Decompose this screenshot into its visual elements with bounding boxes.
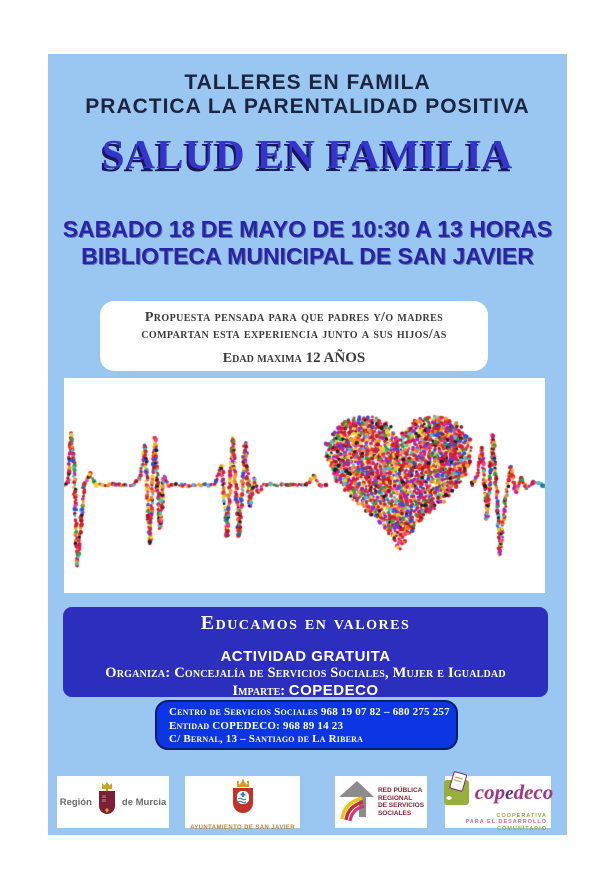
proposal-line1: Propuesta pensada para que padres y/o madres — [144, 310, 444, 325]
murcia-shield-icon — [95, 780, 119, 825]
contact-social-services-line: Centro de Servicios Sociales 968 19 07 82 – 680 275 257 — [169, 706, 450, 718]
contact-box — [155, 700, 458, 750]
contact-copedeco-line: Entidad COPEDECO: 968 89 14 23 — [169, 719, 344, 732]
values-box — [63, 607, 548, 697]
workshop-series-line1: TALLERES EN FAMILA — [184, 71, 431, 94]
schedule-block — [48, 216, 567, 270]
age-limit-line — [100, 349, 488, 367]
schedule-date: SABADO 18 DE MAYO DE 10:30 A 13 HORAS — [62, 216, 553, 242]
values-heading: Educamos en valores — [200, 612, 411, 634]
proposal-box — [100, 301, 488, 371]
san-javier-shield-icon — [225, 778, 261, 823]
copedeco-wordmark: cop e deco — [474, 779, 554, 804]
copedeco-row — [443, 772, 553, 813]
ekg-heartbeat-heart-image — [64, 378, 545, 593]
logo-red-publica — [335, 776, 427, 828]
logo-region-murcia — [57, 776, 169, 828]
murcia-label-left: Región — [59, 796, 92, 808]
workshop-series-header — [48, 71, 567, 119]
imparte-label: Imparte: — [232, 683, 289, 699]
imparte-line — [63, 682, 548, 700]
organiza-line: Organiza: Concejalía de Servicios Sociales, Mujer e Igualdad — [105, 665, 506, 681]
logo-copedeco — [445, 776, 554, 832]
proposal-line2: compartan esta experiencia junto a sus hijos/as — [141, 327, 447, 342]
contact-address-line: C/ Bernal, 13 – Santiago de La Ribera — [169, 733, 364, 745]
red-publica-house-icon — [338, 779, 374, 826]
logo-ayuntamiento-san-javier — [185, 776, 300, 831]
red-publica-label: RED PÚBLICA REGIONAL DE SERVICIOS SOCIALES — [377, 787, 425, 817]
san-javier-label: AYUNTAMIENTO DE SAN JAVIER — [190, 825, 295, 831]
free-activity-label: ACTIVIDAD GRATUITA — [220, 648, 391, 665]
schedule-location: BIBLIOTECA MUNICIPAL DE SAN JAVIER — [81, 243, 534, 269]
main-title: SALUD EN FAMILIA — [101, 131, 514, 177]
poster-panel — [48, 54, 567, 835]
imparte-value: COPEDECO — [288, 682, 379, 699]
copedeco-subtitle: COOPERATIVA PARA EL DESARROLLO COMUNITARIO — [465, 812, 547, 832]
copedeco-book-icon — [443, 772, 473, 813]
ekg-heartbeat-image-frame — [64, 378, 545, 593]
workshop-series-line2: PRACTICA LA PARENTALIDAD POSITIVA — [85, 95, 530, 118]
age-limit-label: Edad maxima — [222, 351, 302, 366]
age-limit-value: 12 AÑOS — [305, 350, 366, 366]
murcia-label-right: de Murcia — [121, 796, 167, 808]
